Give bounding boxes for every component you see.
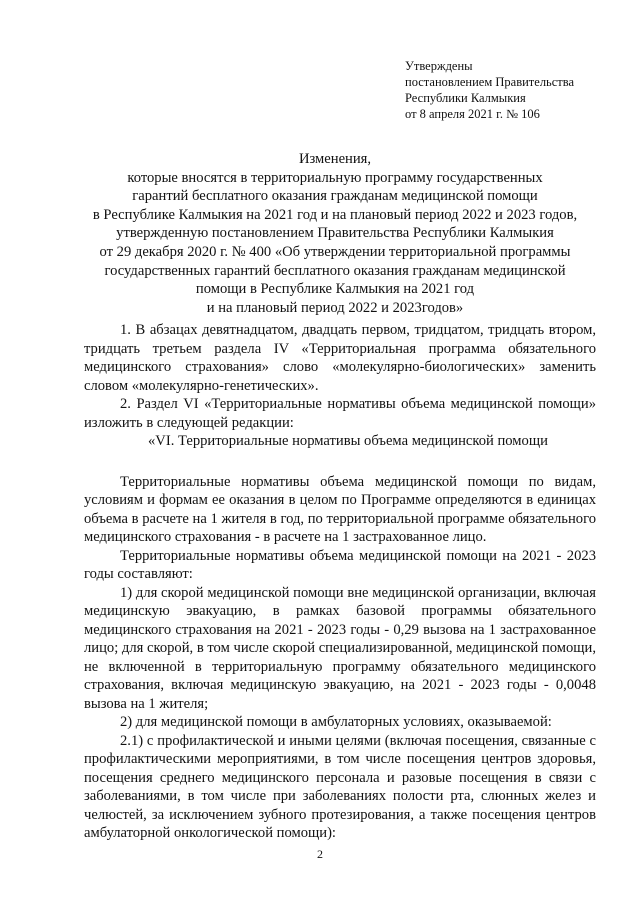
title-line: государственных гарантий бесплатного оказания гражданам медицинской [104, 262, 566, 279]
approval-line-4: от 8 апреля 2021 г. № 106 [405, 107, 540, 121]
title-heading: Изменения, [298, 151, 372, 167]
title-line: которые вносятся в территориальную программу государственных [127, 169, 543, 186]
approval-line-2: постановлением Правительства [405, 75, 575, 89]
title-line: помощи в Республике Калмыкия на 2021 год [195, 281, 475, 298]
title-line: в Республике Калмыкия на 2021 год и на плановый период 2022 и 2023 годов, [92, 206, 578, 223]
approval-line-1: Утверждены [405, 59, 473, 73]
section-heading: «VI. Территориальные нормативы объема медицинской помощи [148, 433, 548, 449]
title-line: гарантий бесплатного оказания гражданам медицинской помощи [132, 188, 538, 205]
paragraph-8: 2.1) с профилактической и иными целями (включая посещения, связанные с профилактическими мероприятиями, в том числе посещения центров здоровья, посещения среднего медицинского персонала и разовые посещения в связи с заболеваниями, в том числе при заболеваниях полости рта, слюнных желез и челюстей, за исключением зубного протезирования, а также посещения центров амбулаторной онкологической помощи): [84, 732, 596, 841]
paragraph-7: 2) для медицинской помощи в амбулаторных условиях, оказываемой: [120, 714, 552, 730]
paragraph-5: Территориальные нормативы объема медицинской помощи на 2021 - 2023 годы составляют: [84, 547, 596, 582]
title-line: и на плановый период 2022 и 2023годов» [206, 299, 464, 316]
paragraph-1: 1. В абзацах девятнадцатом, двадцать первом, тридцатом, тридцать втором, тридцать третьем раздела IV «Территориальная программа обязательного медицинского страхования» слово «молекулярно-биологических» заменить словом «молекулярно-генетических». [84, 322, 596, 394]
document-title [70, 150, 600, 317]
document-body [84, 321, 596, 843]
approval-line-3: Республики Калмыкия [405, 91, 526, 105]
approval-stamp [405, 58, 615, 122]
title-line: утвержденную постановлением Правительства Республики Калмыкия [116, 225, 554, 242]
title-line: от 29 декабря 2020 г. № 400 «Об утверждении территориальной программы [99, 243, 571, 260]
paragraph-2: 2. Раздел VI «Территориальные нормативы объема медицинской помощи» изложить в следующей редакции: [84, 396, 596, 431]
paragraph-6: 1) для скорой медицинской помощи вне медицинской организации, включая медицинскую эвакуацию, в рамках базовой программы обязательного медицинского страхования на 2021 - 2023 годы - 0,29 вызова на 1 застрахованное лицо; для скорой, в том числе скорой специализированной, медицинской помощи, не включенной в территориальную программу обязательного медицинского страхования, включая медицинскую эвакуацию, на 2021 - 2023 годы - 0,0048 вызова на 1 жителя; [84, 584, 596, 712]
paragraph-4: Территориальные нормативы объема медицинской помощи по видам, условиям и формам ее оказания в целом по Программе определяются в единицах объема в расчете на 1 жителя в год, по территориальной программе обязательного медицинского страхования - в расчете на 1 застрахованное лицо. [84, 473, 596, 545]
spacer [84, 451, 596, 473]
page-number: 2 [317, 847, 323, 861]
